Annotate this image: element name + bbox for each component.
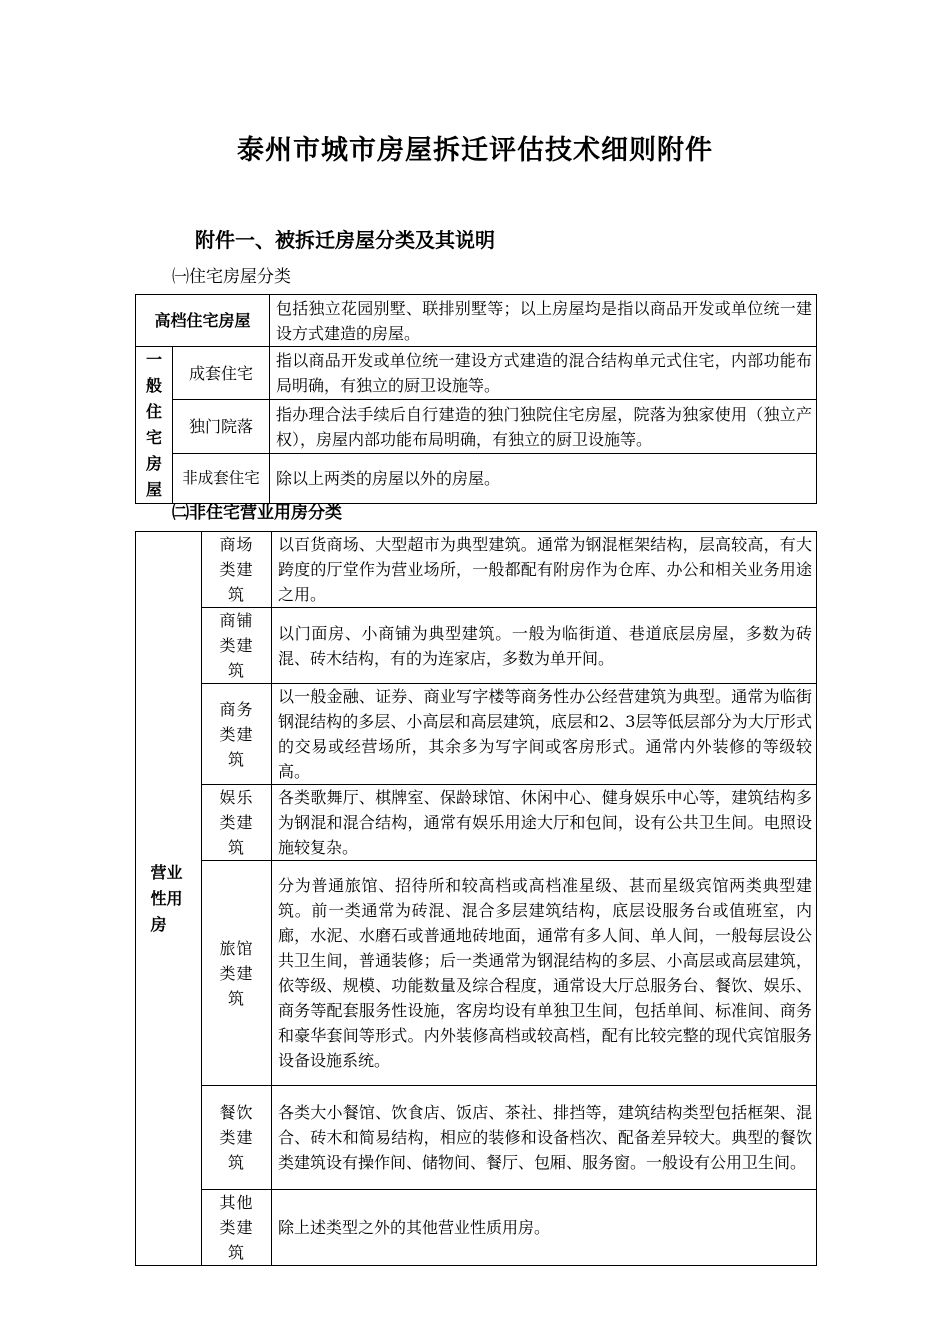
- table-row: [136, 295, 817, 347]
- row-label: 餐饮类建筑: [202, 1086, 272, 1190]
- row-desc: 除以上两类的房屋以外的房屋。: [270, 453, 817, 503]
- table-row: [136, 453, 817, 503]
- row-label: 商铺类建筑: [202, 608, 272, 684]
- table-row: [136, 400, 817, 453]
- table-row: [136, 532, 817, 608]
- table-row: [136, 861, 817, 1086]
- page-title: 泰州市城市房屋拆迁评估技术细则附件: [237, 135, 713, 166]
- row-label: 独门院落: [173, 400, 270, 453]
- row-label: 其他类建筑: [202, 1190, 272, 1266]
- high-grade-desc: 包括独立花园别墅、联排别墅等；以上房屋均是指以商品开发或单位统一建设方式建造的房屋。: [270, 295, 817, 347]
- commercial-heading: ㈡非住宅营业用房分类: [172, 503, 342, 523]
- row-label: 成套住宅: [173, 347, 270, 400]
- row-desc: 以门面房、小商铺为典型建筑。一般为临街道、巷道底层房屋，多数为砖混、砖木结构，有的为连家店，多数为单开间。: [272, 608, 817, 684]
- row-desc: 分为普通旅馆、招待所和较高档或高档准星级、甚而星级宾馆两类典型建筑。前一类通常为砖混、混合多层建筑结构，底层设服务台或值班室，内廊，水泥、水磨石或普通地砖地面，通常有多人间、单人间，一般每层设公共卫生间，普通装修；后一类通常为钢混结构的多层、小高层或高层建筑，依等级、规模、功能数量及综合程度，通常设大厅总服务台、餐饮、娱乐、商务等配套服务性设施，客房均设有单独卫生间，包括单间、标准间、商务和豪华套间等形式。内外装修高档或较高档，配有比较完整的现代宾馆服务设备设施系统。: [272, 861, 817, 1086]
- table-row: [136, 1086, 817, 1190]
- section-heading: 附件一、被拆迁房屋分类及其说明: [195, 228, 495, 252]
- row-desc: 以一般金融、证券、商业写字楼等商务性办公经营建筑为典型。通常为临街钢混结构的多层、小高层和高层建筑，底层和2、3层等低层部分为大厅形式的交易或经营场所，其余多为写字间或客房形式。通常内外装修的等级较高。: [272, 684, 817, 785]
- high-grade-label: 高档住宅房屋: [136, 295, 270, 347]
- row-desc: 各类大小餐馆、饮食店、饭店、茶社、排挡等，建筑结构类型包括框架、混合、砖木和简易结构，相应的装修和设备档次、配备差异较大。典型的餐饮类建筑设有操作间、储物间、餐厅、包厢、服务窗。一般设有公用卫生间。: [272, 1086, 817, 1190]
- row-label: 娱乐类建筑: [202, 785, 272, 861]
- table-row: [136, 1190, 817, 1266]
- commercial-group-label: 营业性用房: [136, 532, 202, 1266]
- table-row: [136, 347, 817, 400]
- row-desc: 指以商品开发或单位统一建设方式建造的混合结构单元式住宅，内部功能布局明确，有独立的厨卫设施等。: [270, 347, 817, 400]
- residential-table: [135, 294, 817, 504]
- row-desc: 除上述类型之外的其他营业性质用房。: [272, 1190, 817, 1266]
- row-label: 商场类建筑: [202, 532, 272, 608]
- table-row: [136, 785, 817, 861]
- commercial-table: [135, 531, 817, 1266]
- general-residential-label: 一般住宅房屋: [136, 347, 173, 504]
- row-desc: 指办理合法手续后自行建造的独门独院住宅房屋，院落为独家使用（独立产权），房屋内部功能布局明确，有独立的厨卫设施等。: [270, 400, 817, 453]
- row-label: 非成套住宅: [173, 453, 270, 503]
- row-label: 商务类建筑: [202, 684, 272, 785]
- row-label: 旅馆类建筑: [202, 861, 272, 1086]
- table-row: [136, 608, 817, 684]
- row-desc: 各类歌舞厅、棋牌室、保龄球馆、休闲中心、健身娱乐中心等，建筑结构多为钢混和混合结构，通常有娱乐用途大厅和包间，设有公共卫生间。电照设施较复杂。: [272, 785, 817, 861]
- residential-heading: ㈠住宅房屋分类: [172, 267, 291, 287]
- table-row: [136, 684, 817, 785]
- row-desc: 以百货商场、大型超市为典型建筑。通常为钢混框架结构，层高较高，有大跨度的厅堂作为营业场所，一般都配有附房作为仓库、办公和相关业务用途之用。: [272, 532, 817, 608]
